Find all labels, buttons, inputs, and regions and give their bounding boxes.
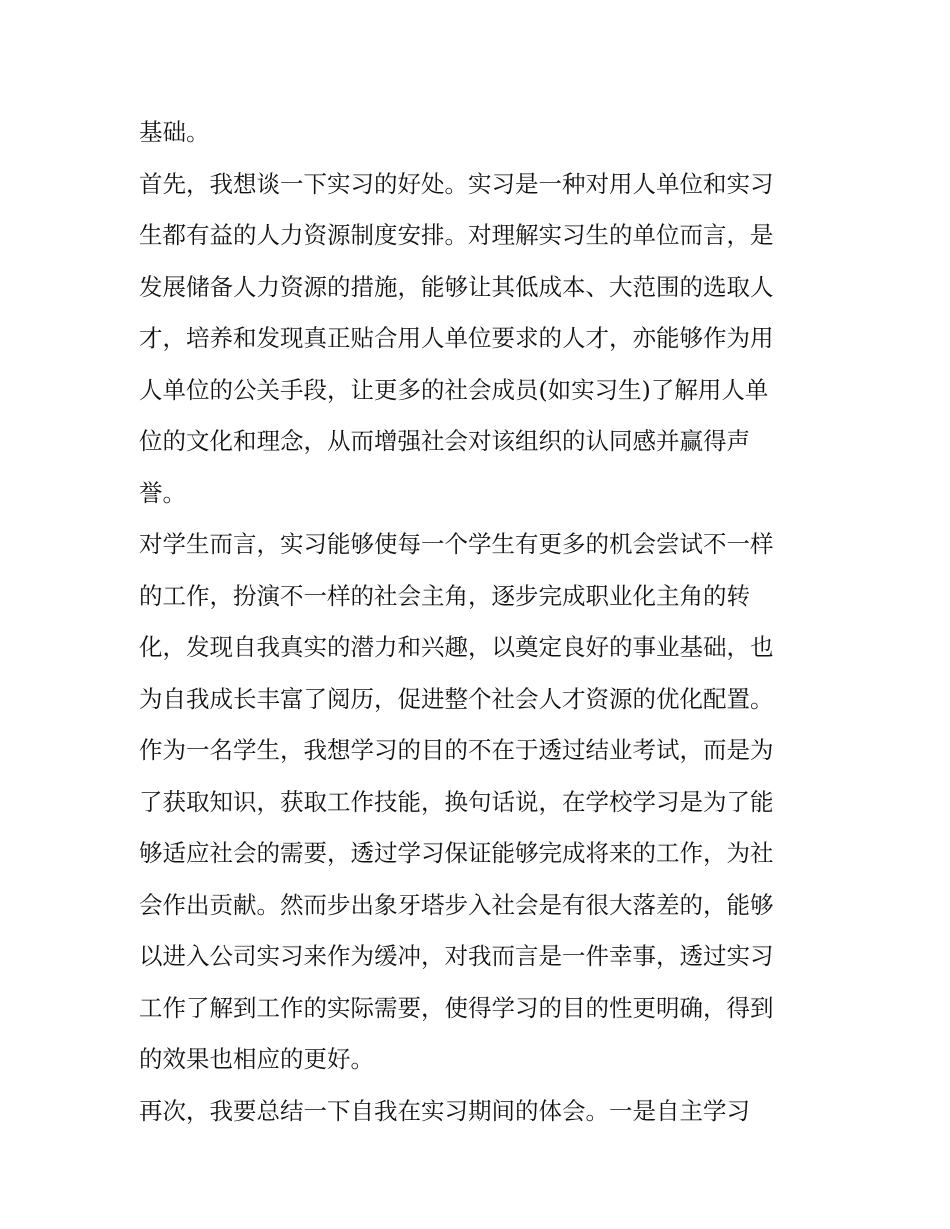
text-line: 的工作，扮演不一样的社会主角，逐步完成职业化主角的转 — [139, 581, 750, 610]
text-line: 化，发现自我真实的潜力和兴趣，以奠定良好的事业基础，也 — [139, 633, 774, 661]
text-line: 首先，我想谈一下实习的好处。实习是一种对用人单位和实习 — [139, 169, 774, 198]
text-line: 人单位的公关手段，让更多的社会成员(如实习生)了解用人单 — [139, 375, 769, 404]
text-line: 工作了解到工作的实际需要，使得学习的目的性更明确，得到 — [139, 993, 774, 1022]
document-body — [139, 107, 829, 1137]
text-line: 为自我成长丰富了阅历，促进整个社会人才资源的优化配置。 — [139, 684, 774, 713]
text-line: 位的文化和理念，从而增强社会对该组织的认同感并赢得声 — [139, 427, 750, 455]
text-line: 基础。 — [139, 118, 210, 146]
text-line: 誉。 — [139, 478, 186, 507]
text-line: 作为一名学生，我想学习的目的不在于透过结业考试，而是为 — [139, 736, 774, 764]
text-line: 对学生而言，实习能够使每一个学生有更多的机会尝试不一样 — [139, 530, 774, 558]
text-line: 了获取知识，获取工作技能，换句话说，在学校学习是为了能 — [139, 787, 774, 816]
text-line: 才，培养和发现真正贴合用人单位要求的人才，亦能够作为用 — [139, 324, 774, 352]
text-line: 会作出贡献。然而步出象牙塔步入社会是有很大落差的，能够 — [139, 890, 774, 919]
text-line: 够适应社会的需要，透过学习保证能够完成将来的工作，为社 — [139, 839, 774, 867]
text-line: 生都有益的人力资源制度安排。对理解实习生的单位而言，是 — [139, 221, 774, 249]
text-line: 以进入公司实习来作为缓冲，对我而言是一件幸事，透过实习 — [139, 942, 774, 970]
text-line: 的效果也相应的更好。 — [139, 1045, 374, 1073]
text-line: 再次，我要总结一下自我在实习期间的体会。一是自主学习 — [139, 1096, 750, 1125]
text-line: 发展储备人力资源的措施，能够让其低成本、大范围的选取人 — [139, 272, 774, 301]
